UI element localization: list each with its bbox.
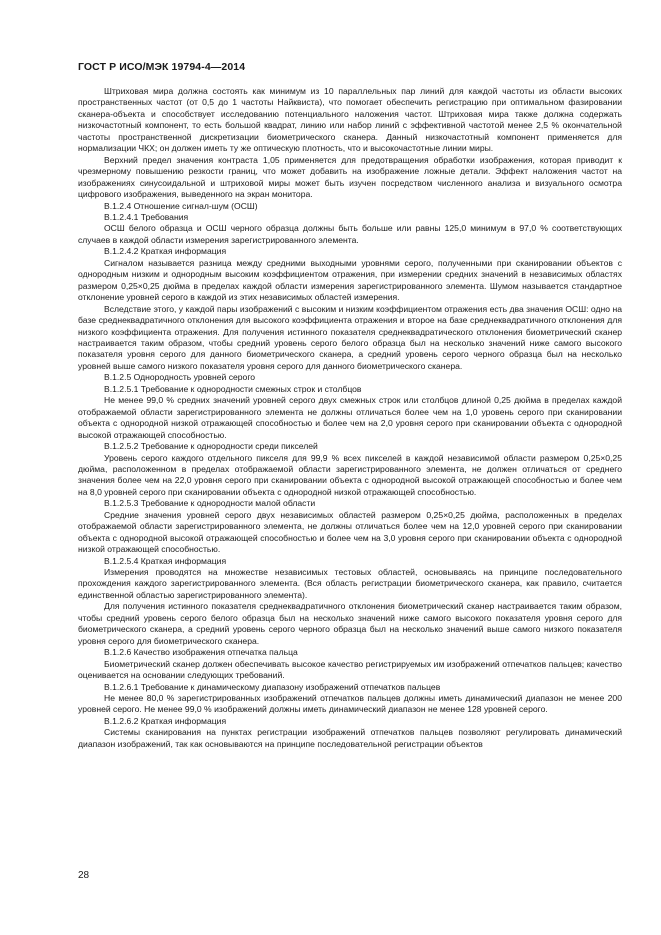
document-header: ГОСТ Р ИСО/МЭК 19794-4—2014 (78, 61, 246, 73)
paragraph: Для получения истинного показателя среднеквадратичного отклонения биометрический сканер настраивается таким образом, чтобы средний уровень серого белого образца был на несколько значений ниже самого высокого показателя уровня серого для биометрического сканера, а средний уровень серого черного образца был на несколько значений выше самого низкого показателя уровня серого для биометрического сканера. (78, 601, 622, 646)
paragraph: ОСШ белого образца и ОСШ черного образца должны быть больше или равны 125,0 минимум в 97,0 % соответствующих случаев в каждой области измерения зарегистрированного элемента. (78, 223, 622, 245)
section-heading: В.1.2.6 Качество изображения отпечатка пальца (104, 647, 298, 658)
section-heading: В.1.2.5.3 Требование к однородности малой области (104, 498, 316, 509)
paragraph: Измерения проводятся на множестве независимых тестовых областей, основываясь на принципе последовательного прохождения каждого зарегистрированного элемента. (Вся область регистрации биометрического сканера, как правило, считается единственной областью зарегистрированного элемента). (78, 567, 622, 600)
section-heading: В.1.2.6.1 Требование к динамическому диапазону изображений отпечатков пальцев (104, 681, 441, 692)
section-heading: В.1.2.4.2 Краткая информация (104, 246, 227, 257)
paragraph: Не менее 99,0 % средних значений уровней серого двух смежных строк или столбцов длиной 0,25 дюйма в пределах каждой отображаемой области зарегистрированного элемента не должны отличаться более чем на 1,0 уровень серого при сканировании объекта с однородной низкой отражающей способностью и более чем на 2,0 уровня серого при сканировании объекта с однородной высокой отражающей способностью. (78, 395, 622, 440)
section-heading: В.1.2.5.4 Краткая информация (104, 555, 227, 566)
section-heading: В.1.2.5.2 Требование к однородности среди пикселей (104, 441, 318, 452)
document-body (78, 86, 622, 750)
paragraph: Биометрический сканер должен обеспечивать высокое качество регистрируемых им изображений отпечатков пальцев; качество оценивается на основании следующих требований. (78, 658, 622, 681)
section-heading: В.1.2.4.1 Требования (104, 211, 189, 222)
paragraph: Штриховая мира должна состоять как минимум из 10 параллельных пар линий для каждой частоты из области высоких пространственных частот (от 0,5 до 1 частоты Найквиста), что помогает обеспечить регистрацию при оптимальном фазировании сканера-объекта и способствует исследованию потенциального наложения частот. Штриховая мира также должна содержать низкочастотный компонент, то есть большой квадрат, линию или набор линий с эффективной частотой менее 2,5 % окончательной частоты пространственной дискретизации биометрического сканера. Данный низкочастотный компонент применяется для нормализации ЧКХ; он должен иметь ту же оптическую плотность, что и высокочастотные линии миры. (78, 86, 622, 154)
paragraph: Верхний предел значения контраста 1,05 применяется для предотвращения обработки изображения, которая приводит к чрезмерному повышению резкости границ, что может добавить на изображение ложные детали. Эффект наложения частот на изображениях синусоидальной и штриховой миры может быть изучен посредством численного анализа и визуального осмотра цифрового изображения, выведенного на экран монитора. (78, 154, 622, 200)
paragraph: Сигналом называется разница между средними выходными уровнями серого, полученными при сканировании объектов с однородным низким и однородным высоким коэффициентом отражения, при измерении средних значений в независимых областях размером 0,25×0,25 дюйма в пределах каждой области измерения зарегистрированного элемента. Шумом называется стандартное отклонение уровней серого в каждой из этих независимых областей измерения. (78, 257, 622, 303)
paragraph: Средние значения уровней серого двух независимых областей размером 0,25×0,25 дюйма, расположенных в пределах отображаемой области зарегистрированного элемента, не должны отличаться более чем на 12,0 уровней серого при сканировании объекта с однородной высокой отражающей способностью и более чем на 3,0 уровня серого при сканировании объекта с однородной низкой отражающей способностью. (78, 509, 622, 555)
section-heading: В.1.2.5 Однородность уровней серого (104, 372, 256, 383)
paragraph: Уровень серого каждого отдельного пикселя для 99,9 % всех пикселей в каждой независимой области размером 0,25×0,25 дюйма, расположенном в пределах отображаемой области зарегистрированного элемента, не должен отличаться от среднего значения более чем на 22,0 уровня серого при сканировании объекта с однородной высокой отражающей способностью и более чем на 8,0 уровней серого при сканировании объекта с однородной низкой отражающей способностью. (78, 452, 622, 497)
page-number: 28 (78, 870, 90, 881)
section-heading: В.1.2.4 Отношение сигнал-шум (ОСШ) (104, 200, 258, 211)
paragraph: Системы сканирования на пунктах регистрации изображений отпечатков пальцев позволяют регулировать динамический диапазон изображений, так как основываются на принципе последовательной регистрации объектов (78, 727, 622, 749)
section-heading: В.1.2.5.1 Требование к однородности смежных строк и столбцов (104, 383, 362, 394)
paragraph: Не менее 80,0 % зарегистрированных изображений отпечатков пальцев должны иметь динамический диапазон не менее 200 уровней серого. Не менее 99,0 % изображений должны иметь динамический диапазон не менее 128 уровней серого. (78, 693, 622, 715)
paragraph: Вследствие этого, у каждой пары изображений с высоким и низким коэффициентом отражения есть два значения ОСШ: одно на базе среднеквадратичного отклонения для высокого коэффициента отражения и второе на базе среднеквадратичного отклонения для низкого коэффициента отражения. Для получения истинного показателя среднеквадратического отклонения биометрический сканер настраивается таким образом, чтобы средний уровень серого белого образца был на несколько значений ниже самого высокого показателя уровня серого для данного биометрического сканера, а средний уровень серого черного образца был на несколько уровней выше самого низкого показателя уровня серого для данного биометрического сканера. (78, 303, 622, 371)
section-heading: В.1.2.6.2 Краткая информация (104, 715, 227, 726)
